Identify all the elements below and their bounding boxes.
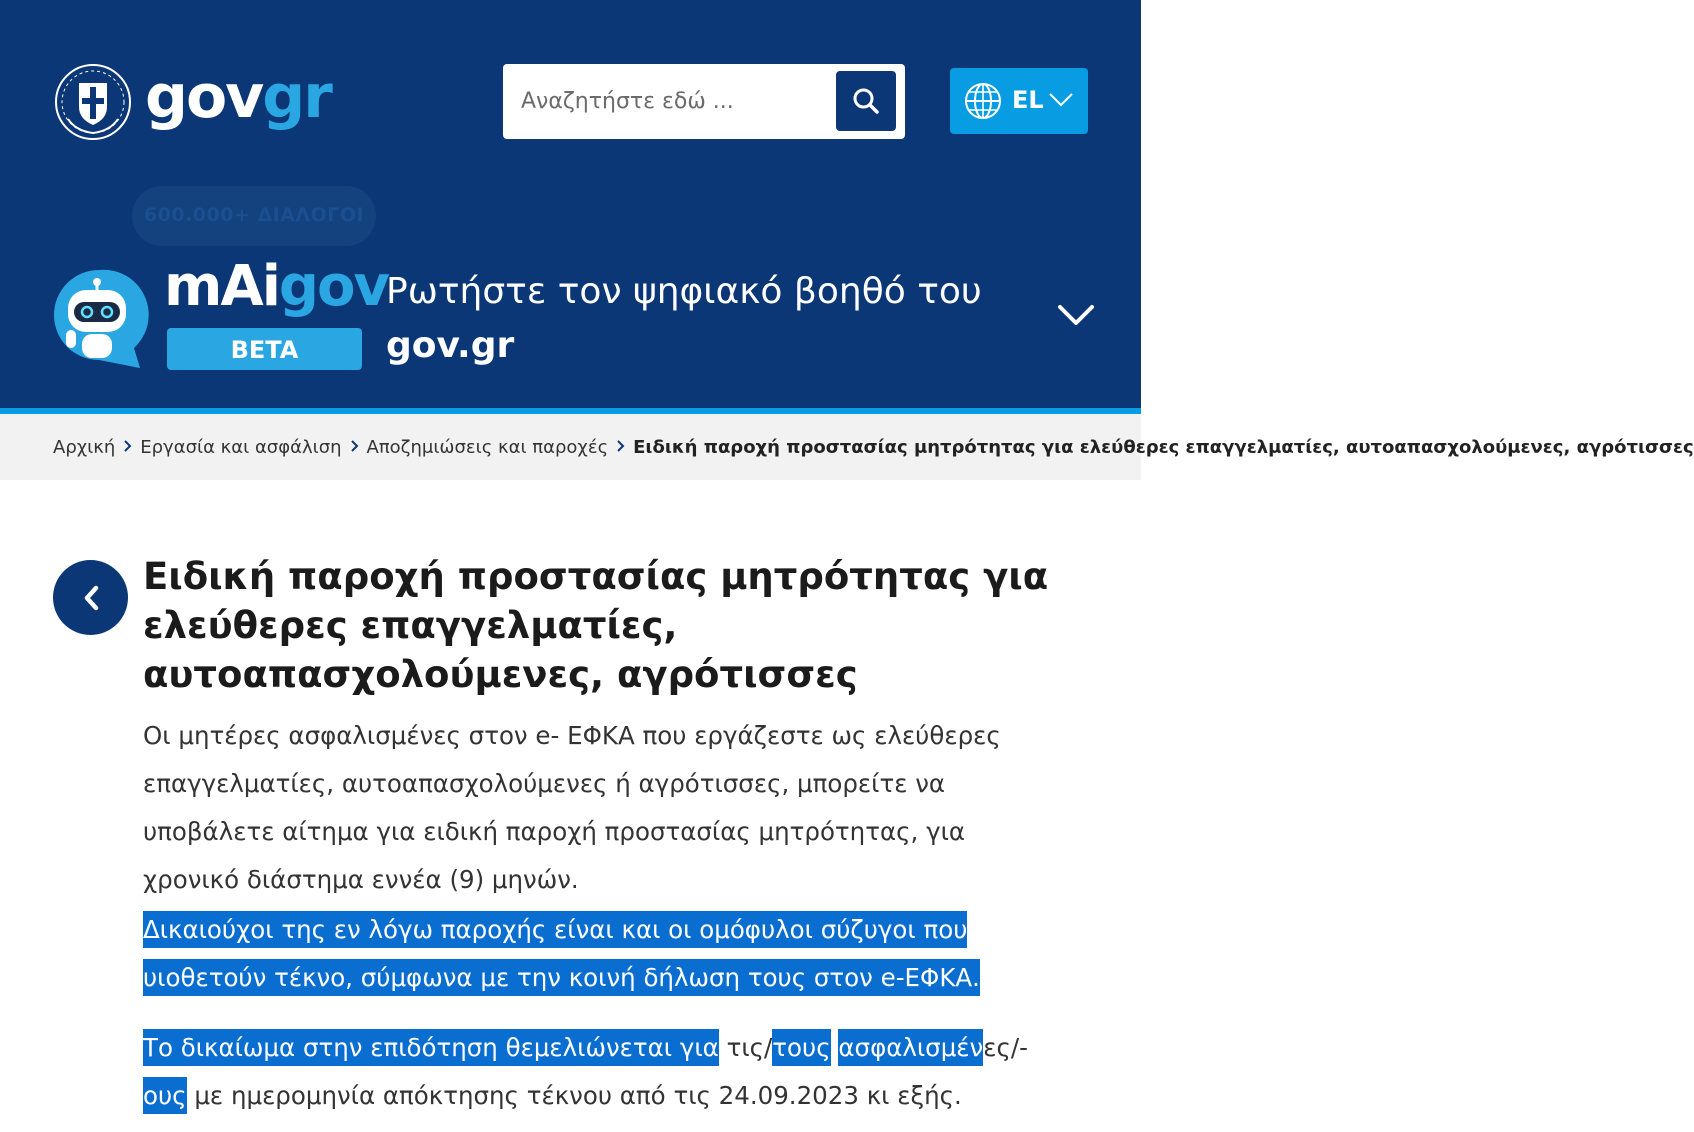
entitlement-paragraph xyxy=(143,1024,1073,1120)
paragraph-text: ες/- xyxy=(983,1033,1028,1062)
page-title: Ειδική παροχή προστασίας μητρότητας για ελεύθερες επαγγελματίες, αυτοαπασχολούμενες, αγρότισσες xyxy=(143,555,1049,696)
selected-text: Δικαιούχοι της εν λόγω παροχής είναι και οι ομόφυλοι σύζυγοι που υιοθετούν τέκνο, σύμφωνα με την κοινή δήλωση τους στον e-ΕΦΚΑ. xyxy=(143,911,980,996)
globe-icon xyxy=(964,82,1002,120)
breadcrumb xyxy=(0,414,1694,480)
search-icon xyxy=(852,87,880,115)
search-input[interactable] xyxy=(503,64,833,139)
dialogues-bubble xyxy=(132,186,376,246)
chevron-right-icon xyxy=(616,437,625,458)
beta-badge: BETA xyxy=(167,328,362,370)
language-selector[interactable] xyxy=(950,68,1088,134)
selected-text: τους xyxy=(772,1029,830,1066)
paragraph-text: τις/ xyxy=(718,1033,773,1062)
maigov-logo[interactable] xyxy=(164,250,388,324)
search-box xyxy=(503,64,905,139)
breadcrumb-work[interactable]: Εργασία και ασφάλιση xyxy=(140,436,342,458)
dialogues-count: 600.000+ ΔΙΑΛΟΓΟΙ xyxy=(143,204,365,226)
chevron-left-icon xyxy=(82,584,100,612)
robot-assistant-icon[interactable] xyxy=(52,268,147,368)
assistant-prompt: Ρωτήστε τον ψηφιακό βοηθό του xyxy=(386,271,982,312)
search-button[interactable] xyxy=(836,71,896,131)
breadcrumb-current: Ειδική παροχή προστασίας μητρότητας για ελεύθερες επαγγελματίες, αυτοαπασχολούμενες, αγρότισσες xyxy=(633,436,1694,458)
chevron-down-icon xyxy=(1048,92,1074,108)
maigov-m-text: mAi xyxy=(164,254,279,319)
expand-chevron-icon[interactable] xyxy=(1056,302,1096,330)
selected-text: Το δικαίωμα στην επιδότηση θεμελιώνεται για xyxy=(143,1029,719,1066)
logo-gr-text: gr xyxy=(262,62,331,132)
chevron-right-icon xyxy=(350,437,359,458)
language-code: EL xyxy=(1012,86,1044,114)
back-button[interactable] xyxy=(53,560,128,635)
maigov-gov-text: gov xyxy=(278,254,388,319)
govgr-logo[interactable] xyxy=(145,58,331,136)
selected-text: ους xyxy=(143,1077,187,1114)
chevron-right-icon xyxy=(123,437,132,458)
site-header xyxy=(0,0,1141,408)
logo-gov-text: gov xyxy=(145,62,263,132)
greek-emblem-icon[interactable] xyxy=(54,63,132,141)
paragraph-text: με ημερομηνία απόκτησης τέκνου από τις 24.09.2023 κι εξής. xyxy=(186,1081,962,1110)
highlighted-paragraph xyxy=(143,906,1043,1002)
breadcrumb-benefits[interactable]: Αποζημιώσεις και παροχές xyxy=(366,436,609,458)
breadcrumb-list xyxy=(53,414,1694,480)
assistant-prompt-site: gov.gr xyxy=(386,325,515,366)
selected-text: ασφαλισμέν xyxy=(838,1029,983,1066)
breadcrumb-home[interactable]: Αρχική xyxy=(53,436,116,458)
intro-paragraph: Οι μητέρες ασφαλισμένες στον e- ΕΦΚΑ που εργάζεστε ως ελεύθερες επαγγελματίες, αυτοαπασχολούμενες ή αγρότισσες, μπορείτε να υποβάλετε αίτημα για ειδική παροχή προστασίας μητρότητας, για χρονικό διάστημα εννέα (9) μηνών. xyxy=(143,721,1001,894)
